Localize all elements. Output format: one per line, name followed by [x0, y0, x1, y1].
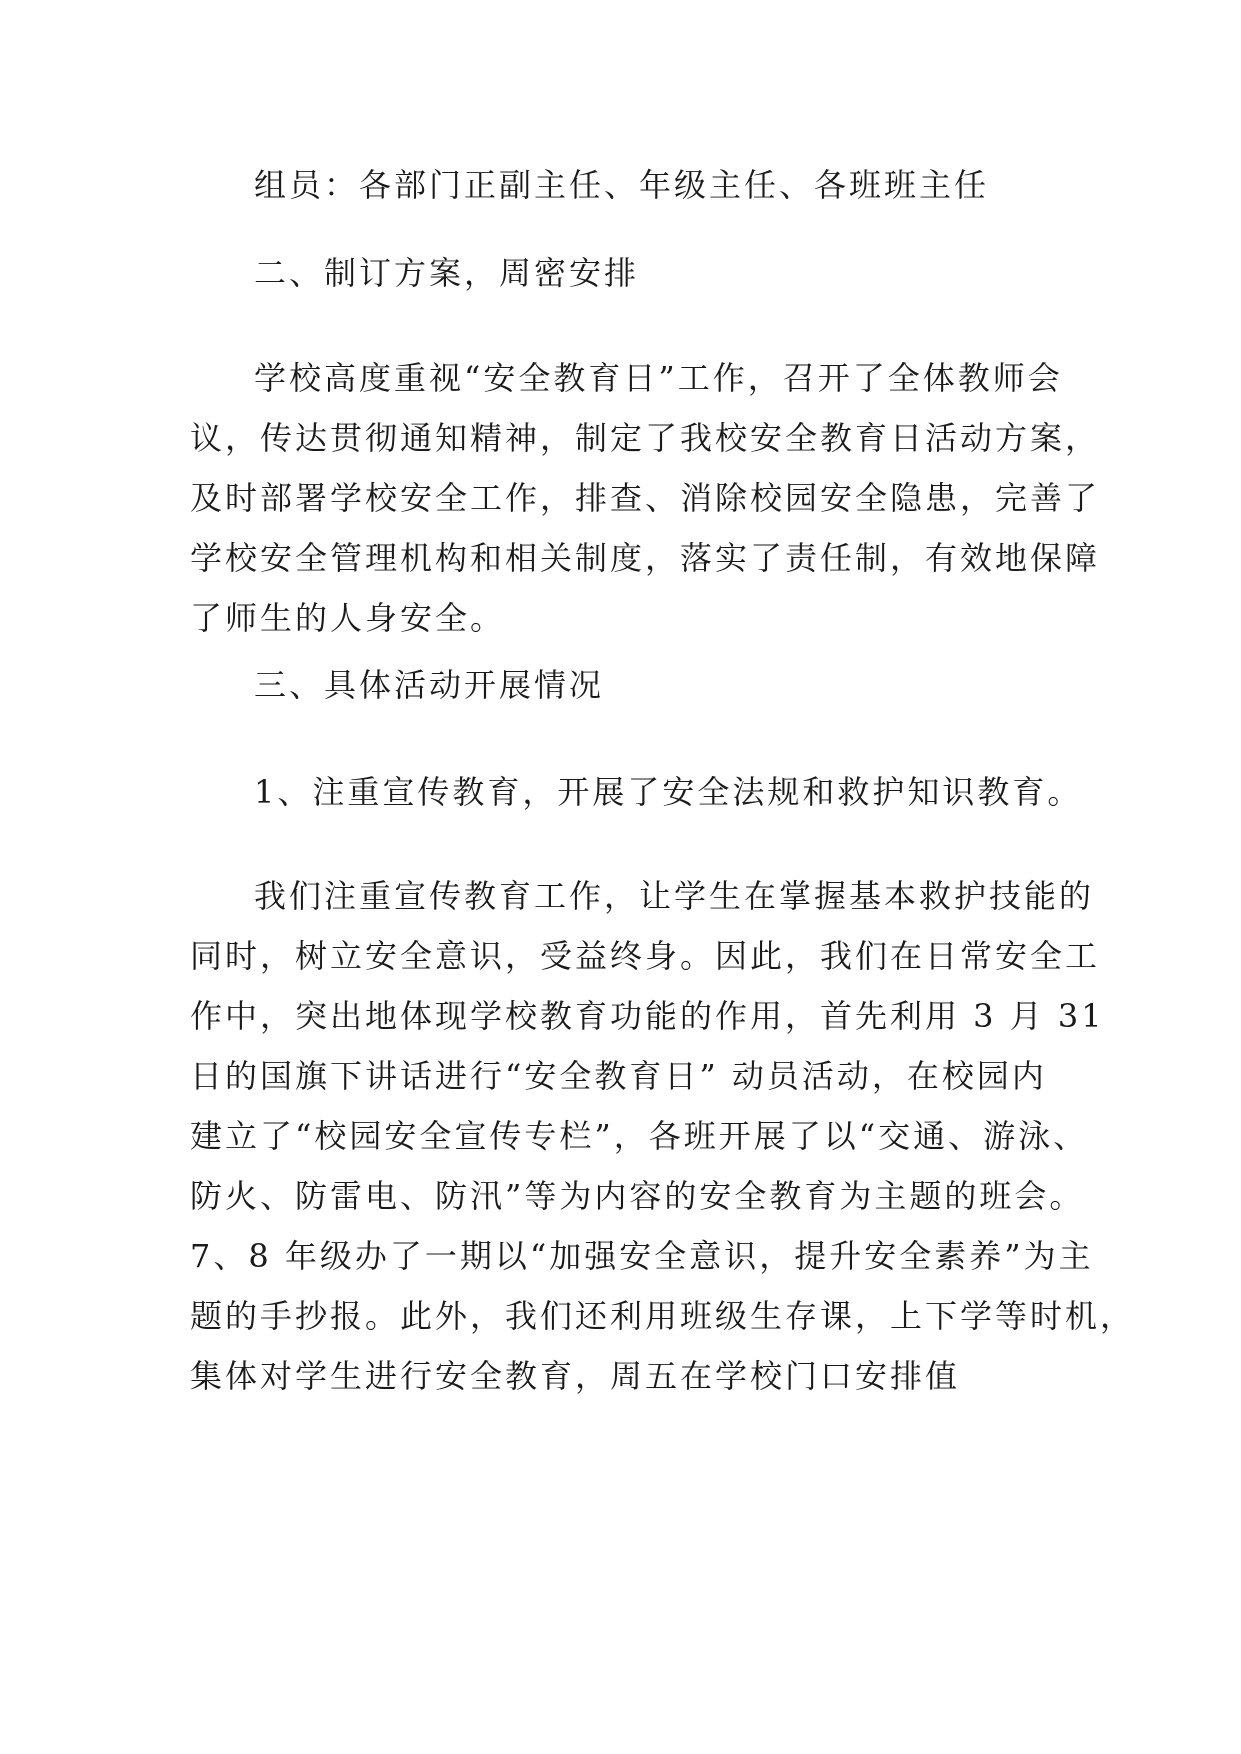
paragraph-1-line: 学校安全管理机构和相关制度，落实了责任制，有效地保障 [190, 539, 1101, 577]
heading-3-text: 三、具体活动开展情况 [254, 666, 605, 704]
paragraph-1-line: 议，传达贯彻通知精神，制定了我校安全教育日活动方案， [190, 419, 1101, 457]
section-heading-2 [190, 243, 1070, 303]
section-heading-3 [190, 655, 1070, 715]
subheading-1 [190, 762, 1083, 822]
paragraph-2-line: 同时，树立安全意识，受益终身。因此，我们在日常安全工 [190, 937, 1101, 975]
paragraph-1-line: 学校高度重视“安全教育日”工作，召开了全体教师会 [254, 359, 1063, 397]
heading-2-text: 二、制订方案，周密安排 [254, 254, 640, 292]
subheading-1-text: 1、注重宣传教育，开展了安全法规和救护知识教育。 [254, 773, 1083, 811]
paragraph-1-line: 及时部署学校安全工作，排查、消除校园安全隐患，完善了 [190, 479, 1101, 517]
paragraph-2 [190, 866, 1136, 1406]
members-text: 组员：各部门正副主任、年级主任、各班班主任 [254, 166, 990, 204]
paragraph-2-line: 题的手抄报。此外，我们还利用班级生存课，上下学等时机， [190, 1297, 1136, 1335]
paragraph-2-line: 防火、防雷电、防汛”等为内容的安全教育为主题的班会。 [190, 1177, 1085, 1215]
paragraph-1 [190, 348, 1101, 648]
paragraph-2-line: 集体对学生进行安全教育，周五在学校门口安排值 [190, 1357, 961, 1395]
paragraph-2-line: 建立了“校园安全宣传专栏”，各班开展了以“交通、游泳、 [190, 1117, 1089, 1155]
paragraph-2-line: 日的国旗下讲话进行“安全教育日” 动员活动，在校园内 [190, 1057, 1047, 1095]
paragraph-2-line: 作中，突出地体现学校教育功能的作用，首先利用 3 月 31 [190, 997, 1105, 1035]
members-line [190, 155, 1070, 215]
paragraph-2-line: 7、8 年级办了一期以“加强安全意识，提升安全素养”为主 [190, 1237, 1094, 1275]
paragraph-2-line: 我们注重宣传教育工作，让学生在掌握基本救护技能的 [254, 877, 1095, 915]
paragraph-1-line: 了师生的人身安全。 [190, 599, 506, 637]
